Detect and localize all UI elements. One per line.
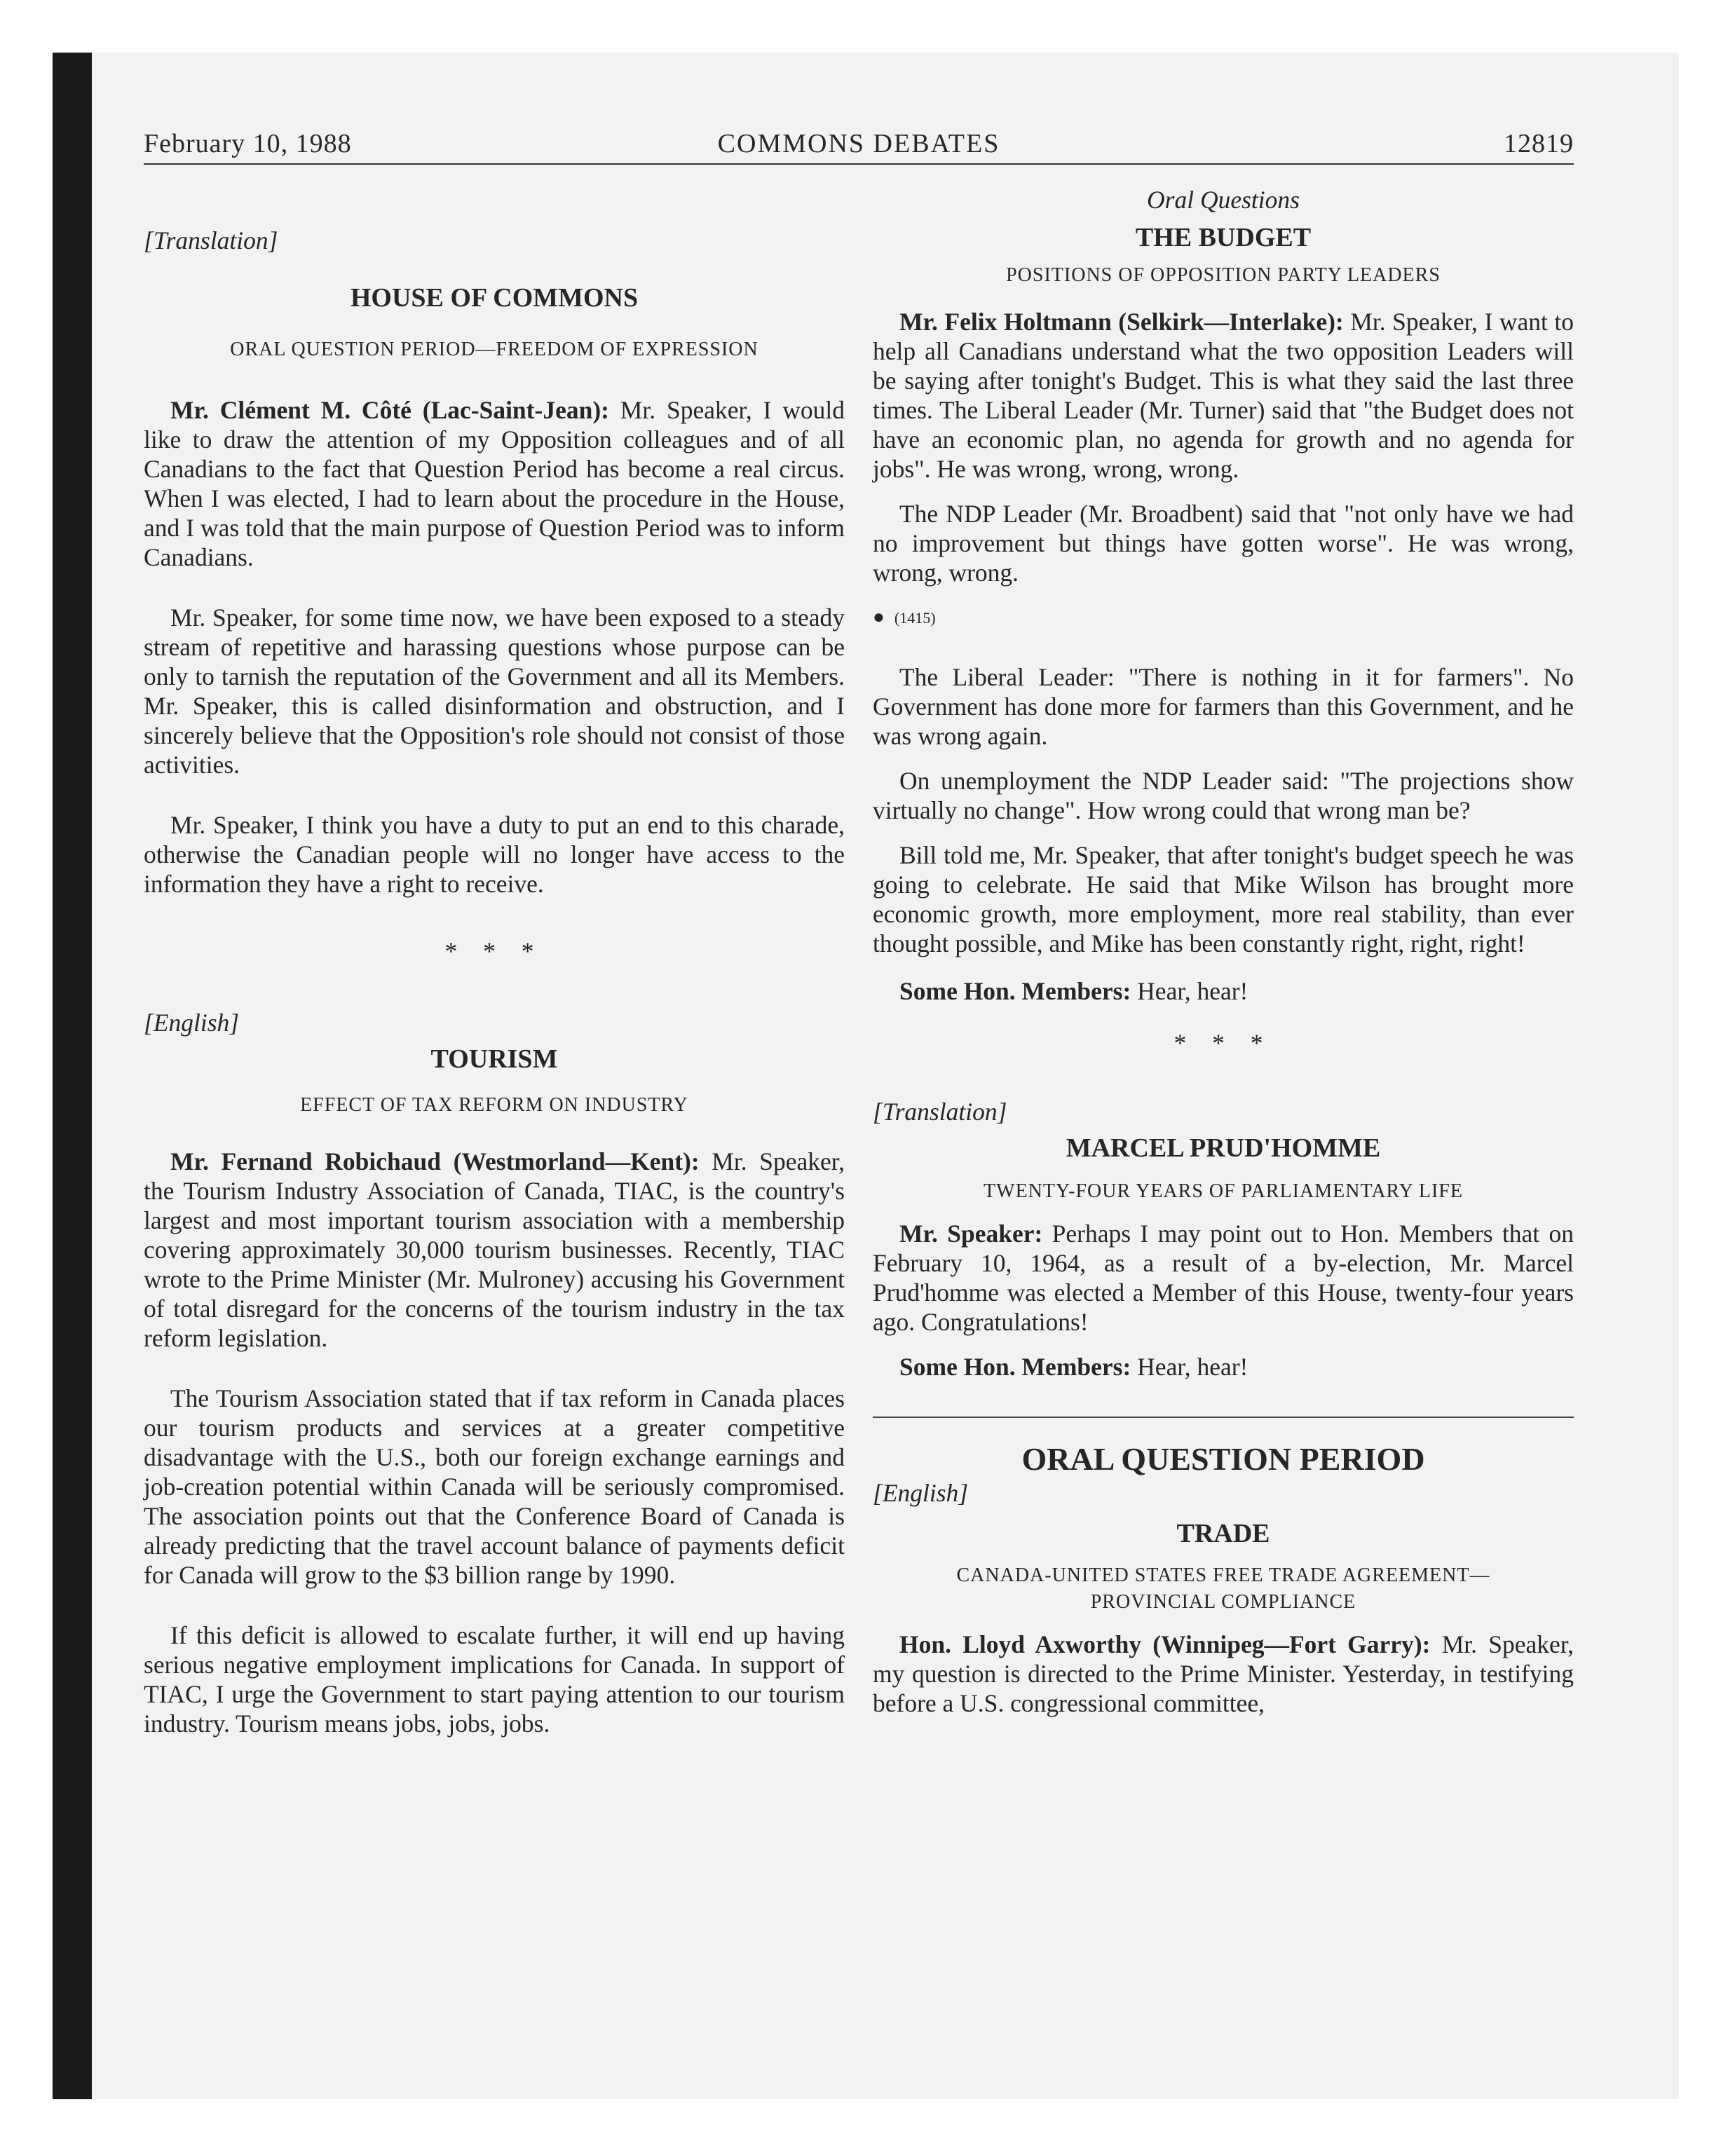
left-column	[144, 175, 845, 1754]
paragraph: The Liberal Leader: "There is nothing in it for farmers". No Government has done more for farmers than this Government, and he was wrong again.	[873, 663, 1574, 750]
paragraph: If this deficit is allowed to escalate further, it will end up having serious negative employment implications for Canada. In support of TIAC, I urge the Government to start paying attention to our tourism industry. Tourism means jobs, jobs, jobs.	[144, 1621, 845, 1738]
language-note: [English]	[144, 1009, 240, 1037]
section-heading: TRADE	[1176, 1519, 1270, 1548]
scan-binding-edge	[53, 53, 92, 2099]
paragraph: Some Hon. Members: Hear, hear!	[899, 1353, 1248, 1381]
section-heading: HOUSE OF COMMONS	[350, 283, 639, 313]
speaker-name: Mr. Speaker:	[899, 1220, 1043, 1248]
paragraph: Mr. Clément M. Côté (Lac-Saint-Jean): Mr. Speaker, I would like to draw the attention of my Opposition colleagues and of all Canadians to the fact that Question Period has become a real circus. When I was elected, I had to learn about the procedure in the House, and I was told that the main purpose of Question Period was to inform Canadians.	[144, 396, 845, 571]
section-separator: * * *	[1173, 1029, 1273, 1057]
section-subheading: POSITIONS OF OPPOSITION PARTY LEADERS	[1006, 264, 1441, 286]
paragraph: Mr. Fernand Robichaud (Westmorland—Kent): Mr. Speaker, the Tourism Industry Association of Canada, TIAC, is the country's largest and most important tourism association with a membership covering approximately 30,000 tourism businesses. Recently, TIAC wrote to the Prime Minister (Mr. Mulroney) accusing his Government of total disregard for the concerns of the tourism industry in the tax reform legislation.	[144, 1147, 845, 1352]
language-note: [Translation]	[144, 226, 278, 254]
bullet-icon: ●	[873, 606, 885, 628]
paragraph: Some Hon. Members: Hear, hear!	[899, 977, 1248, 1005]
section-heading: TOURISM	[430, 1044, 558, 1074]
paragraph: The NDP Leader (Mr. Broadbent) said that "not only have we had no improvement but things have gotten worse". He was wrong, wrong, wrong.	[873, 500, 1574, 587]
paragraph: Bill told me, Mr. Speaker, that after tonight's budget speech he was going to celebrate. He said that Mike Wilson has brought more economic growth, more employment, more real stability, than ever thought possible, and Mike has been constantly right, right, right!	[873, 841, 1574, 957]
speaker-name: Mr. Clément M. Côté (Lac-Saint-Jean):	[170, 396, 609, 424]
major-heading: ORAL QUESTION PERIOD	[1021, 1441, 1425, 1477]
paragraph: Mr. Speaker, I think you have a duty to put an end to this charade, otherwise the Canadian people will no longer have access to the information they have a right to receive.	[144, 811, 845, 898]
speaker-name: Mr. Felix Holtmann (Selkirk—Interlake):	[899, 308, 1344, 336]
paragraph: Hon. Lloyd Axworthy (Winnipeg—Fort Garry): Mr. Speaker, my question is directed to the Prime Minister. Yesterday, in testifying before a U.S. congressional committee,	[873, 1630, 1574, 1717]
section-subheading: EFFECT OF TAX REFORM ON INDUSTRY	[300, 1094, 688, 1116]
section-heading: THE BUDGET	[1135, 223, 1312, 252]
page-header	[144, 128, 1574, 165]
speaker-name: Mr. Fernand Robichaud (Westmorland—Kent):	[170, 1147, 700, 1175]
section-subheading: CANADA-UNITED STATES FREE TRADE AGREEMENT— PROVINCIAL COMPLIANCE	[956, 1564, 1490, 1613]
language-note: [Translation]	[873, 1098, 1007, 1126]
header-page-number: 12819	[1504, 129, 1574, 158]
paragraph: On unemployment the NDP Leader said: "The projections show virtually no change". How wrong could that wrong man be?	[873, 767, 1574, 824]
speaker-name: Some Hon. Members:	[899, 977, 1131, 1005]
speaker-name: Some Hon. Members:	[899, 1353, 1131, 1381]
header-rule	[144, 163, 1574, 165]
section-heading: MARCEL PRUD'HOMME	[1066, 1133, 1381, 1163]
paragraph: Mr. Felix Holtmann (Selkirk—Interlake): Mr. Speaker, I want to help all Canadians understand what the two opposition Leaders will be saying after tonight's Budget. This is what they said the last three times. The Liberal Leader (Mr. Turner) said that "the Budget does not have an economic plan, no agenda for growth and no agenda for jobs". He was wrong, wrong, wrong.	[873, 308, 1574, 483]
right-column	[873, 175, 1574, 1733]
speaker-name: Hon. Lloyd Axworthy (Winnipeg—Fort Garry):	[899, 1630, 1431, 1658]
header-date: February 10, 1988	[144, 129, 352, 158]
section-separator: * * *	[444, 937, 544, 965]
section-rule	[873, 1417, 1574, 1418]
paragraph: Mr. Speaker, for some time now, we have been exposed to a steady stream of repetitive and harassing questions whose purpose can be only to tarnish the reputation of the Government and all its Members. Mr. Speaker, this is called disinformation and obstruction, and I sincerely believe that the Opposition's role should not consist of those activities.	[144, 603, 845, 779]
header-title: COMMONS DEBATES	[717, 129, 1000, 158]
section-label: Oral Questions	[1147, 186, 1300, 214]
section-subheading: TWENTY-FOUR YEARS OF PARLIAMENTARY LIFE	[984, 1180, 1463, 1202]
section-subheading: ORAL QUESTION PERIOD—FREEDOM OF EXPRESSION	[230, 339, 758, 360]
paragraph: The Tourism Association stated that if tax reform in Canada places our tourism products and services at a greater competitive disadvantage with the U.S., both our foreign exchange earnings and job-creation potential within Canada will be seriously compromised. The association points out that the Conference Board of Canada is already predicting that the travel account balance of payments deficit for Canada will grow to the $3 billion range by 1990.	[144, 1384, 845, 1589]
paragraph: Mr. Speaker: Perhaps I may point out to Hon. Members that on February 10, 1964, as a result of a by-election, Mr. Marcel Prud'homme was elected a Member of this House, twenty-four years ago. Congratulations!	[873, 1220, 1574, 1336]
language-note: [English]	[873, 1479, 969, 1507]
time-marker: ● (1415)	[873, 606, 936, 628]
